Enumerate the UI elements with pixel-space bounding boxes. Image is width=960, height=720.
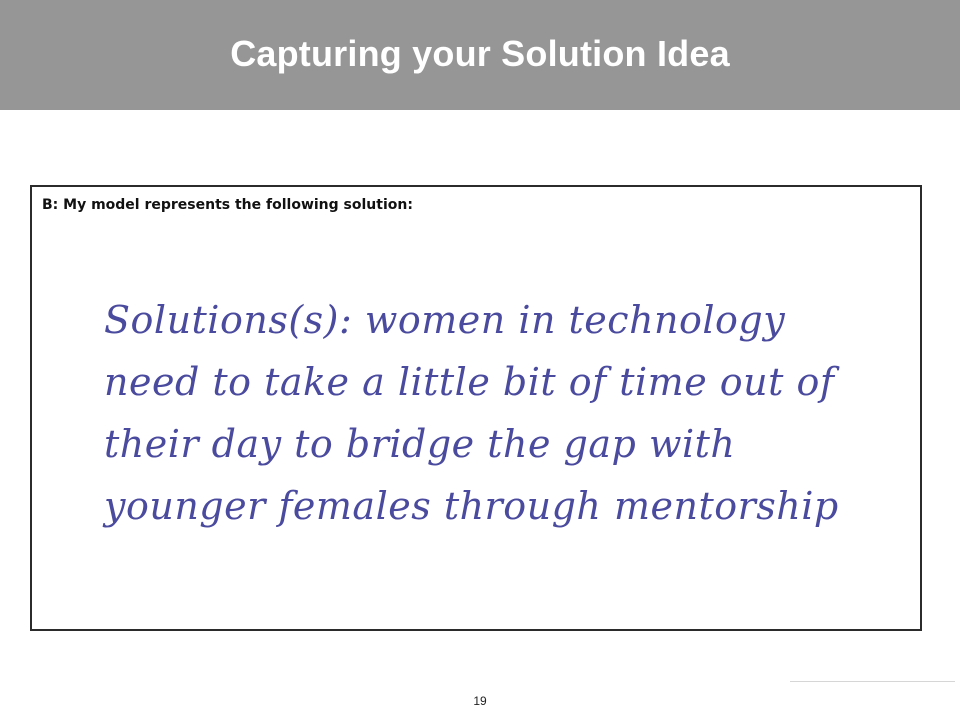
title-bar	[0, 0, 960, 110]
handwritten-line: younger females through mentorship	[104, 484, 839, 528]
solution-box	[30, 185, 922, 631]
footer-divider	[790, 681, 955, 682]
handwritten-solution	[104, 289, 864, 537]
handwritten-line: need to take a little bit of time out of	[104, 360, 835, 404]
handwritten-line: Solutions(s): women in technology	[104, 298, 786, 342]
page-number: 19	[473, 694, 487, 708]
handwritten-line: their day to bridge the gap with	[104, 422, 736, 466]
solution-box-label: B: My model represents the following solution:	[42, 197, 413, 213]
slide-title: Capturing your Solution Idea	[230, 33, 730, 74]
